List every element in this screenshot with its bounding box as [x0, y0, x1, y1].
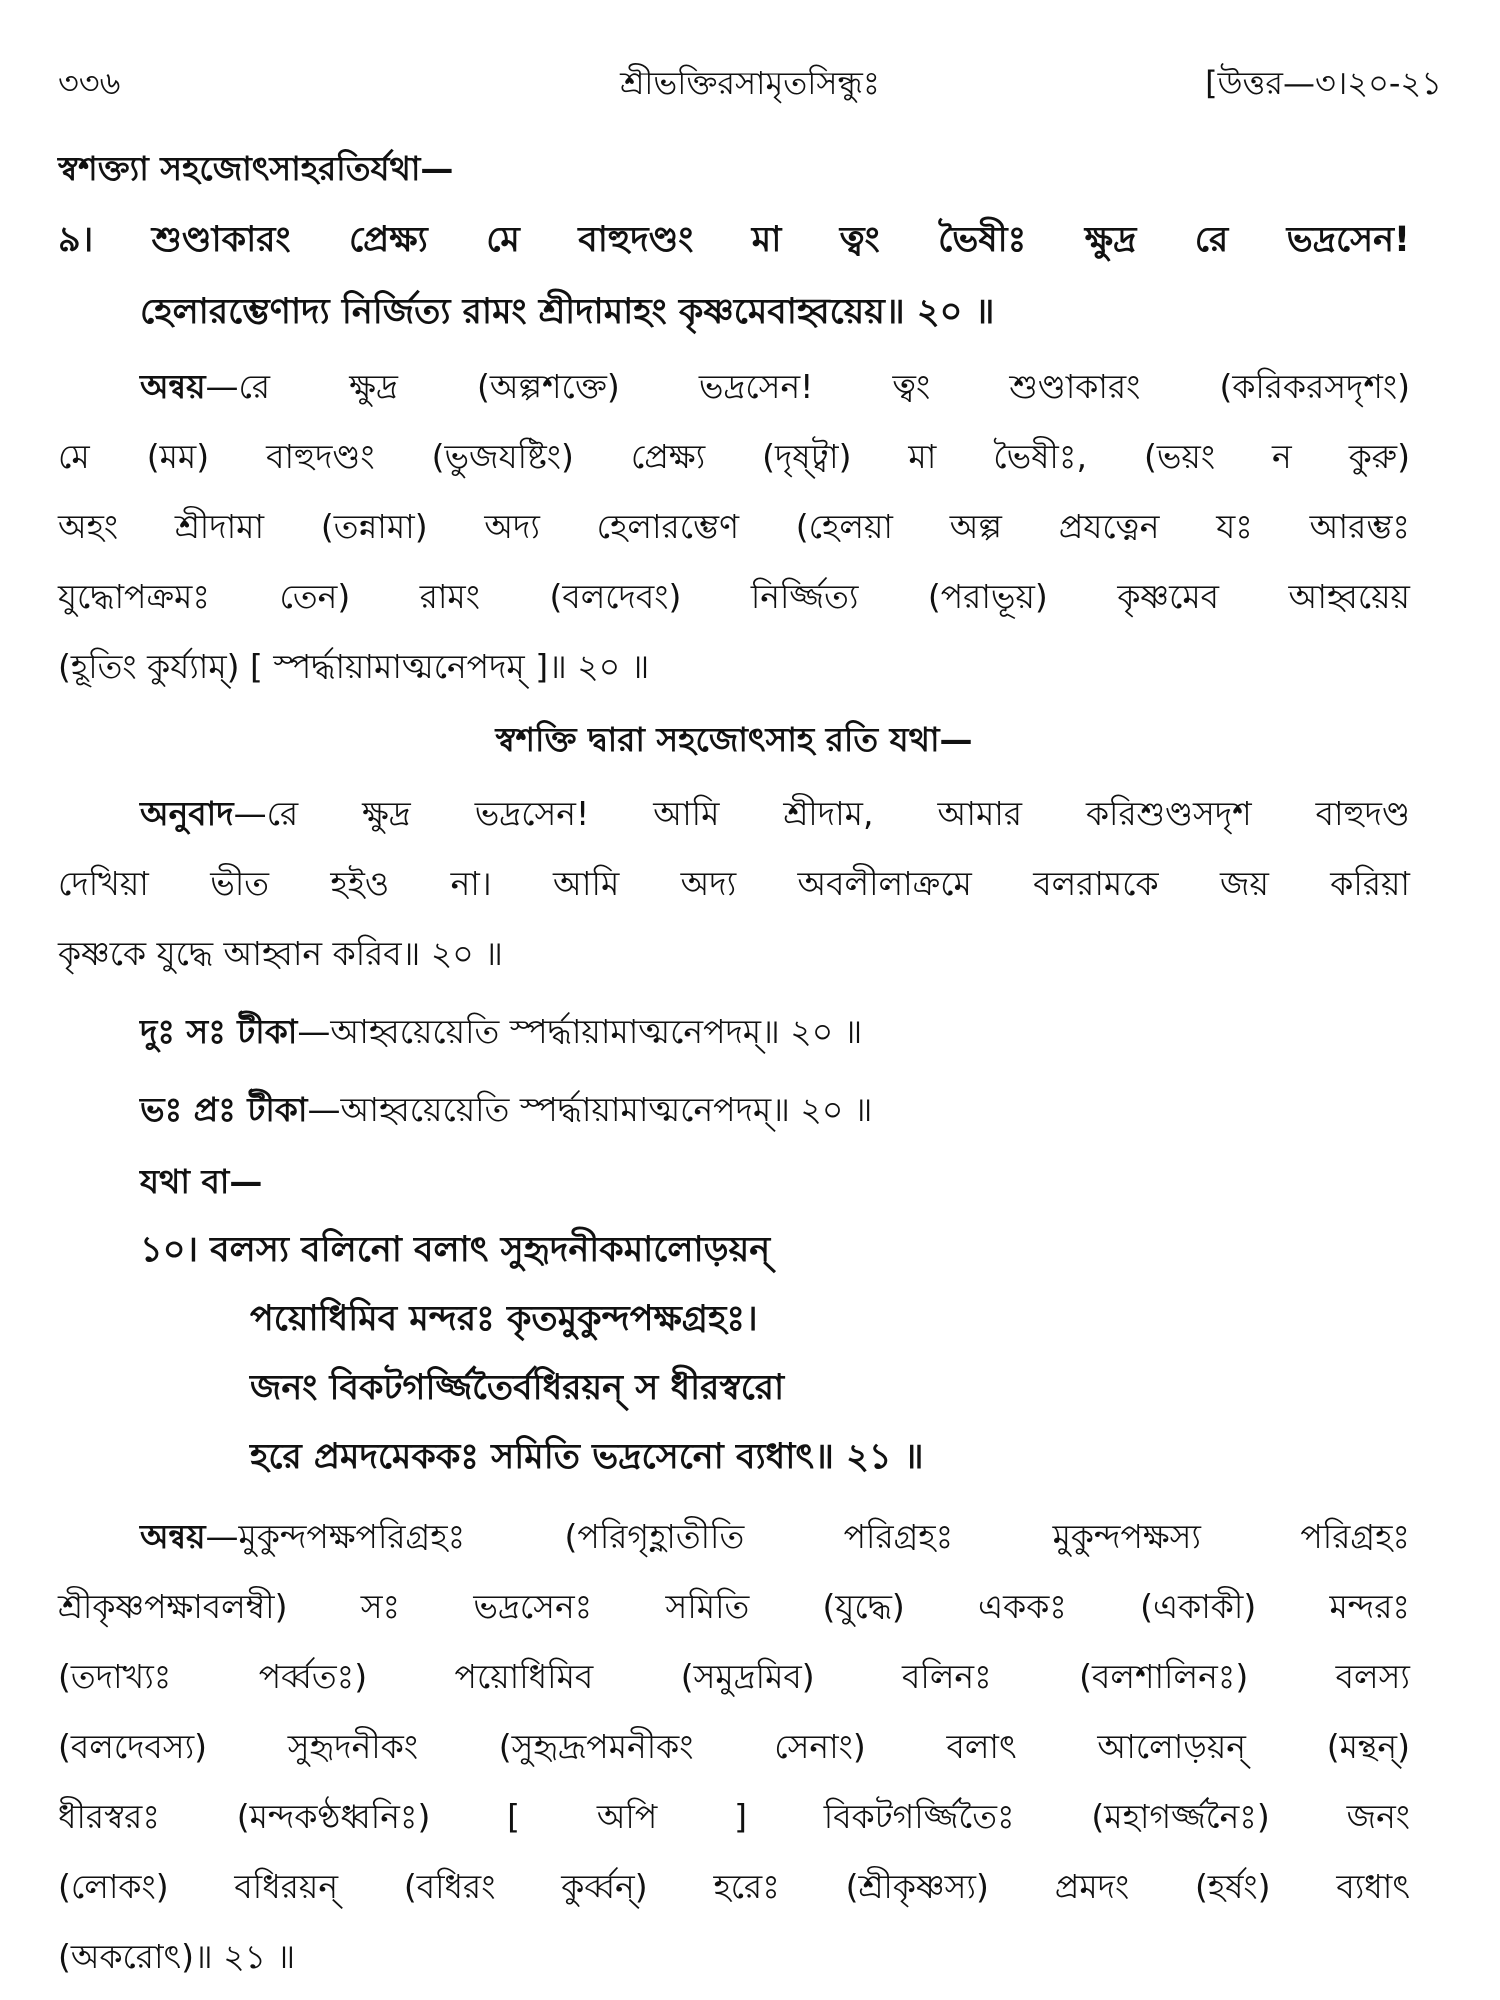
verse-21-line-2: পয়োধিমিব মন্দরঃ কৃতমুকুন্দপক্ষগ্রহঃ। [250, 1299, 758, 1339]
anvaya-20-line-3: অহং শ্রীদামা (তন্নামা) অদ্য হেলারম্ভেণ (হেলয়া অল্প প্রযত্নেন যঃ আরম্ভঃ [58, 507, 1410, 546]
book-title: শ্রীভক্তিরসামৃতসিন্ধুঃ [620, 64, 880, 102]
verse-21-line-4: হরে প্রমদমেককঃ সমিতি ভদ্রসেনো ব্যধাৎ॥ ২১ ॥ [250, 1437, 924, 1477]
anvaya-20-line-4: যুদ্ধোপক্রমঃ তেন) রামং (বলদেবং) নির্জ্জিত্য (পরাভূয়) কৃষ্ণমেব আহ্বয়েয় [58, 577, 1410, 616]
bhs-tika-label: ভঃ প্রঃ টীকা [140, 1090, 308, 1129]
anvaya-21-label: অন্বয় [140, 1517, 206, 1556]
anvaya-20-line-1: অন্বয়—রে ক্ষুদ্র (অল্পশক্তে) ভদ্রসেন! ত্বং শুণ্ডাকারং (করিকরসদৃশং) [140, 367, 1410, 406]
verse-20-line-1: ৯। শুণ্ডাকারং প্রেক্ষ্য মে বাহুদণ্ডং মা ত্বং ভৈষীঃ ক্ষুদ্র রে ভদ্রসেন! [58, 220, 1410, 260]
anvaya-21-line-6: (লোকং) বধিরয়ন্ (বধিরং কুর্ব্বন্) হরেঃ (শ্রীকৃষ্ণস্য) প্রমদং (হর্ষং) ব্যধাৎ [58, 1867, 1410, 1906]
bhs-tika: ভঃ প্রঃ টীকা—আহ্বয়েয়েতি স্পর্দ্ধায়ামাত্মনেপদম্॥ ২০ ॥ [140, 1090, 873, 1129]
intro-heading: স্বশক্ত্যা সহজোৎসাহরতির্যথা— [58, 149, 454, 188]
yatha-va: যথা বা— [140, 1162, 263, 1201]
anvaya-21-line-7: (অকরোৎ)॥ ২১ ॥ [58, 1937, 296, 1976]
anvaya-21-line-1: অন্বয়—মুকুন্দপক্ষপরিগ্রহঃ (পরিগৃহ্ণাতীতি পরিগ্রহঃ মুকুন্দপক্ষস্য পরিগ্রহঃ [140, 1517, 1410, 1556]
page-header [58, 58, 1442, 108]
anuvada-20-line-2: দেখিয়া ভীত হইও না। আমি অদ্য অবলীলাক্রমে বলরামকে জয় করিয়া [58, 864, 1410, 903]
dus-tika: দুঃ সঃ টীকা—আহ্বয়েয়েতি স্পর্দ্ধায়ামাত্মনেপদম্॥ ২০ ॥ [140, 1012, 863, 1051]
anvaya-label: অন্বয় [140, 367, 206, 406]
anuvada-label: অনুবাদ [140, 794, 234, 833]
anuvada-20-line-1: অনুবাদ—রে ক্ষুদ্র ভদ্রসেন! আমি শ্রীদাম, আমার করিশুণ্ডসদৃশ বাহুদণ্ড [140, 794, 1410, 833]
anuvada-20-line-3: কৃষ্ণকে যুদ্ধে আহ্বান করিব॥ ২০ ॥ [58, 934, 503, 973]
anvaya-21-line-4: (বলদেবস্য) সুহৃদনীকং (সুহৃদ্রূপমনীকং সেনাং) বলাৎ আলোড়য়ন্ (মন্থন্) [58, 1727, 1410, 1766]
bengali-heading: স্বশক্তি দ্বারা সহজোৎসাহ রতি যথা— [495, 720, 973, 759]
verse-21-line-3: জনং বিকটগর্জ্জিতৈর্বধিরয়ন্ স ধীরস্বরো [250, 1368, 785, 1408]
anvaya-21-line-3: (তদাখ্যঃ পর্ব্বতঃ) পয়োধিমিব (সমুদ্রমিব) বলিনঃ (বলশালিনঃ) বলস্য [58, 1657, 1410, 1696]
dus-tika-label: দুঃ সঃ টীকা [140, 1012, 298, 1051]
section-reference: [উত্তর—৩।২০-২১ [1205, 64, 1442, 102]
anvaya-20-line-2: মে (মম) বাহুদণ্ডং (ভুজযষ্টিং) প্রেক্ষ্য (দৃষ্ট্বা) মা ভৈষীঃ, (ভয়ং ন কুরু) [58, 437, 1410, 476]
verse-20-line-2: হেলারম্ভেণাদ্য নির্জিত্য রামং শ্রীদামাহং কৃষ্ণমেবাহ্বয়েয়॥ ২০ ॥ [140, 292, 995, 332]
anvaya-20-line-5: (হূতিং কুর্য্যাম্) [ স্পর্দ্ধায়ামাত্মনেপদম্ ]॥ ২০ ॥ [58, 647, 650, 686]
anvaya-21-line-5: ধীরস্বরঃ (মন্দকণ্ঠধ্বনিঃ) [ অপি ] বিকটগর্জ্জিতৈঃ (মহাগর্জ্জনৈঃ) জনং [58, 1797, 1410, 1836]
anvaya-21-line-2: শ্রীকৃষ্ণপক্ষাবলম্বী) সঃ ভদ্রসেনঃ সমিতি (যুদ্ধে) এককঃ (একাকী) মন্দরঃ [58, 1587, 1410, 1626]
verse-21-line-1: ১০। বলস্য বলিনো বলাৎ সুহৃদনীকমালোড়য়ন্ [140, 1230, 771, 1270]
page-number: ৩৩৬ [58, 64, 121, 102]
